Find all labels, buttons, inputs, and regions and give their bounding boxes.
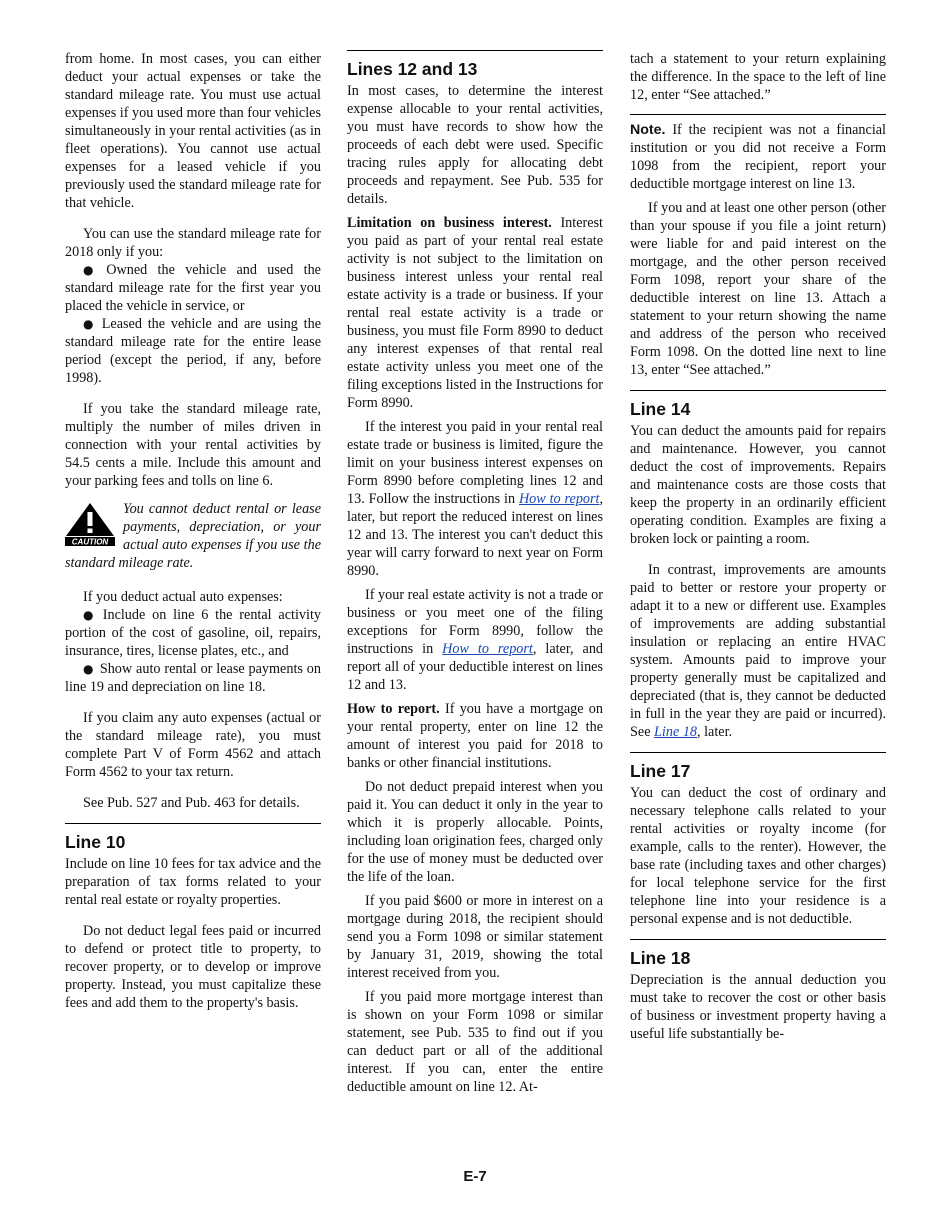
paragraph: If you claim any auto expenses (actual or the standard mileage rate), you must complete Part V of Form 4562 and attach Form 4562 to your tax return. — [65, 710, 321, 780]
heading-line-17: Line 17 — [630, 761, 691, 781]
paragraph: You can deduct the cost of ordinary and necessary telephone calls related to your rental activities or royalty income (for example, calls to the renter). However, the base rate (including taxes and other charges) for local telephone service for the first telephone line into your residence is a personal expense and is not deductible. — [630, 785, 886, 927]
paragraph: tach a statement to your return explaining the difference. In the space to the left of line 12, enter “See attached.” — [630, 51, 886, 103]
heading-line-10: Line 10 — [65, 832, 126, 852]
paragraph: See Pub. 527 and Pub. 463 for details. — [83, 795, 300, 811]
bullet-icon: ● — [83, 608, 97, 622]
caution-box — [65, 500, 321, 572]
paragraph: Do not deduct prepaid interest when you paid it. You can deduct it only in the year to which it is properly allocable. Points, including loan origination fees, charged only for the use of money must be deducted over the life of the loan. — [347, 779, 603, 885]
bullet-icon: ● — [83, 317, 96, 331]
paragraph: In contrast, improvements are amounts paid to better or restore your property or adapt it to a new or different use. Examples of improvements are adding substantial insulation or replacing an entire HVAC system. Amounts paid to improve your property generally must be capitalized and depreciated (that is, they cannot be deducted in full in the year they are paid or incurred). See Line 18, later. — [630, 562, 886, 740]
bullet-icon: ● — [83, 662, 94, 676]
line-18-link[interactable]: Line 18 — [654, 724, 698, 740]
paragraph: from home. In most cases, you can either deduct your actual expenses or take the standard mileage rate. You must use actual expenses if you used more than four vehicles simultaneously in your rental activities (as in fleet operations). You cannot use actual expenses for a leased vehicle if you previously used the standard mileage rate for that vehicle. — [65, 51, 321, 211]
column-2 — [347, 50, 603, 1096]
heading-line-18: Line 18 — [630, 948, 691, 968]
paragraph: Include on line 10 fees for tax advice and the preparation of tax forms related to your rental real estate or royalty properties. — [65, 856, 321, 908]
note-label: Note. — [630, 122, 666, 138]
bullet-item: ● Owned the vehicle and used the standard mileage rate for the first year you placed the vehicle in service, or — [65, 262, 321, 314]
caution-warning-icon — [65, 502, 115, 546]
column-3 — [630, 50, 886, 1043]
paragraph: If the interest you paid in your rental real estate trade or business is limited, figure the limit on your business interest expenses on Form 8990 before completing lines 12 and 13. Follow the instructions in How to report, later, but report the reduced interest on lines 12 and 13. The interest you can't deduct this year will carry forward to next year on Form 8990. — [347, 419, 604, 579]
paragraph: If your real estate activity is not a trade or business or you meet one of the filing exceptions for Form 8990, follow the instructions in How to report, later, and report all of your deductible interest on lines 12 and 13. — [347, 587, 604, 693]
caution-label: CAUTION — [71, 537, 109, 546]
how-to-report-link[interactable]: How to report — [442, 641, 533, 657]
paragraph: If you take the standard mileage rate, multiply the number of miles driven in connection with your rental activities by 54.5 cents a mile. Include this amount and your parking fees and tolls on line 6. — [65, 401, 321, 489]
run-in-heading: How to report. — [347, 701, 440, 717]
bullet-item: ● Leased the vehicle and are using the standard mileage rate for the entire lease period (except the period, if any, before 1998). — [65, 316, 321, 386]
paragraph: Do not deduct legal fees paid or incurred to defend or protect title to property, to recover property, or to develop or improve property. Instead, you must capitalize these fees and add them to the property's basis. — [65, 923, 321, 1011]
paragraph: Limitation on business interest. Interest you paid as part of your rental real estate activity is not subject to the limitation on business interest unless your rental real estate activity is a trade or business. If your rental real estate activity is a trade or business, you must file Form 8990 to deduct any interest expenses of that rental real estate activity unless you meet one of the filing exceptions listed in the Instructions for Form 8990. — [347, 215, 603, 411]
paragraph: If you paid $600 or more in interest on a mortgage during 2018, the recipient should send you a Form 1098 or similar statement by January 31, 2019, showing the total interest received from you. — [347, 893, 603, 981]
page-number: E-7 — [463, 1168, 487, 1185]
caution-text: You cannot deduct rental or lease payments, depreciation, or your actual auto expenses if you use the standard mileage rate. — [65, 501, 321, 571]
paragraph: If you and at least one other person (other than your spouse if you file a joint return) were liable for and paid interest on the mortgage, and the other person received Form 1098, report your share of the deductible interest on line 13. Attach a statement to your return showing the name and address of the person who received Form 1098. On the dotted line next to line 13, enter “See attached.” — [630, 200, 886, 378]
bullet-icon: ● — [83, 263, 101, 277]
paragraph: Note. If the recipient was not a financial institution or you did not receive a Form 1098 from the recipient, report your deductible mortgage interest on line 13. — [630, 122, 887, 192]
paragraph: How to report. If you have a mortgage on your rental property, enter on line 12 the amount of interest you paid for 2018 to banks or other financial institutions. — [347, 701, 603, 771]
heading-lines-12-13: Lines 12 and 13 — [347, 59, 478, 79]
paragraph: You can use the standard mileage rate for 2018 only if you: — [65, 226, 321, 260]
bullet-item: ● Include on line 6 the rental activity portion of the cost of gasoline, oil, repairs, insurance, tires, license plates, etc., and — [65, 607, 321, 659]
paragraph: Depreciation is the annual deduction you must take to recover the cost or other basis of business or investment property having a useful life substantially be- — [630, 972, 886, 1042]
run-in-heading: Limitation on business interest. — [347, 215, 552, 231]
paragraph: If you deduct actual auto expenses: — [83, 589, 283, 605]
paragraph: You can deduct the amounts paid for repairs and maintenance. However, you cannot deduct the cost of improvements. Repairs and maintenance costs are those costs that keep the property in an ordinarily efficient operating condition. Examples are fixing a broken lock or painting a room. — [630, 423, 886, 547]
paragraph: In most cases, to determine the interest expense allocable to your rental activities, you must have records to show how the proceeds of each debt were used. Specific tracing rules apply for allocating debt proceeds and repayment. See Pub. 535 for details. — [347, 83, 603, 207]
column-1 — [65, 50, 321, 1012]
heading-line-14: Line 14 — [630, 399, 691, 419]
how-to-report-link[interactable]: How to report — [518, 491, 600, 507]
paragraph: If you paid more mortgage interest than is shown on your Form 1098 or similar statement, see Pub. 535 to find out if you can deduct part or all of the additional interest. If you can, enter the entire deductible amount on line 12. At- — [347, 989, 603, 1095]
bullet-item: ● Show auto rental or lease payments on line 19 and depreciation on line 18. — [65, 661, 321, 695]
